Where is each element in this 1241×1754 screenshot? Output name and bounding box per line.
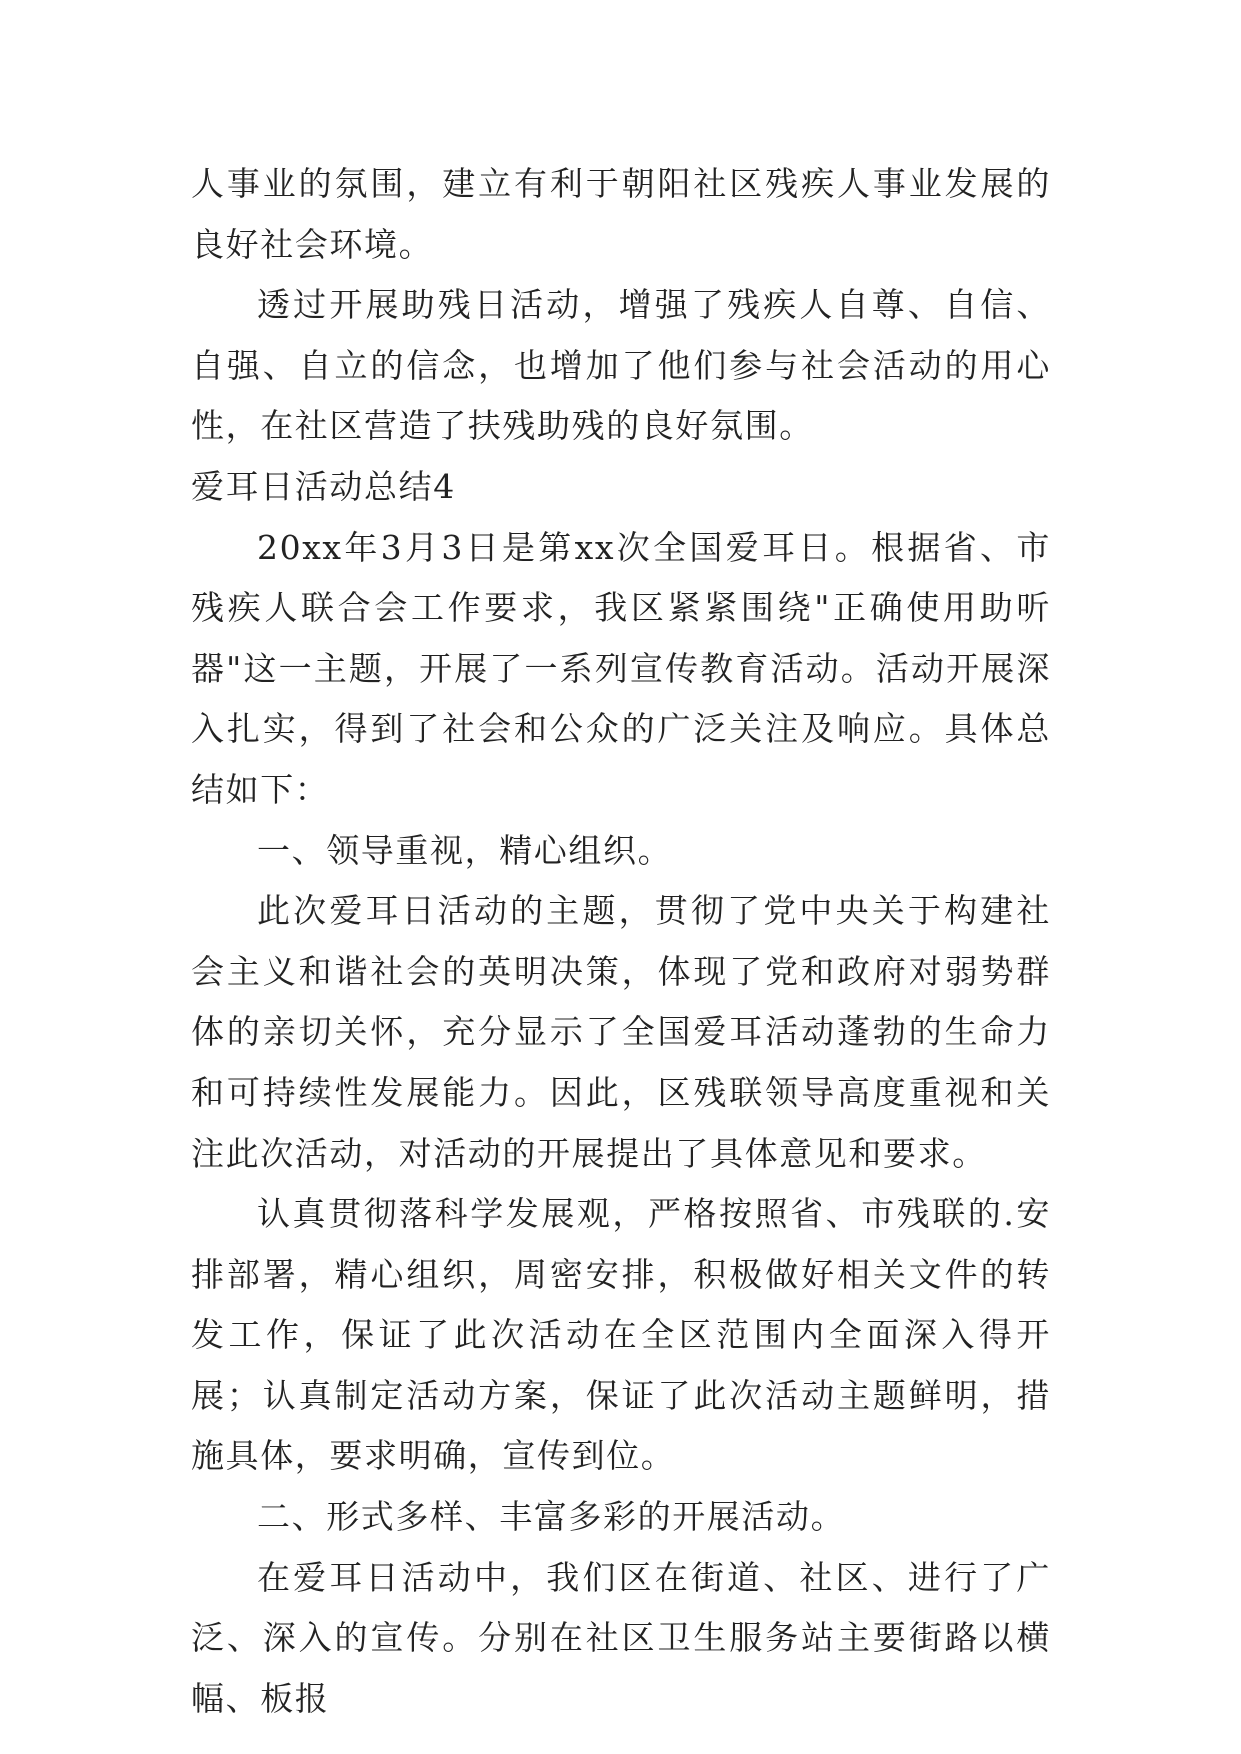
paragraph-ear-day-intro: 20xx年3月3日是第xx次全国爱耳日。根据省、市残疾人联合会工作要求，我区紧紧围绕"正确使用助听器"这一主题，开展了一系列宣传教育活动。活动开展深入扎实，得到了社会和公众的广泛关注及响应。具体总结如下： [191, 527, 1051, 809]
section-title: 爱耳日活动总结4 [191, 466, 456, 506]
paragraph-implementation: 认真贯彻落科学发展观，严格按照省、市残联的.安排部署，精心组织，周密安排，积极做好相关文件的转发工作，保证了此次活动在全区范围内全面深入得开展；认真制定活动方案，保证了此次活动主题鲜明，措施具体，要求明确，宣传到位。 [191, 1194, 1051, 1476]
document-body [191, 154, 1051, 1729]
paragraph-disability-day: 透过开展助残日活动，增强了残疾人自尊、自信、自强、自立的信念，也增加了他们参与社会活动的用心性，在社区营造了扶残助残的良好氛围。 [191, 285, 1051, 446]
paragraph-heading-one: 一、领导重视，精心组织。 [257, 830, 673, 870]
paragraph-heading-two: 二、形式多样、丰富多彩的开展活动。 [257, 1497, 846, 1537]
paragraph-publicity: 在爱耳日活动中，我们区在街道、社区、进行了广泛、深入的宣传。分别在社区卫生服务站主要街路以横幅、板报 [191, 1557, 1051, 1718]
paragraph-theme: 此次爱耳日活动的主题，贯彻了党中央关于构建社会主义和谐社会的英明决策，体现了党和政府对弱势群体的亲切关怀，充分显示了全国爱耳活动蓬勃的生命力和可持续性发展能力。因此，区残联领导高度重视和关注此次活动，对活动的开展提出了具体意见和要求。 [191, 891, 1051, 1173]
paragraph-continuation: 人事业的氛围，建立有利于朝阳社区残疾人事业发展的良好社会环境。 [191, 164, 1051, 264]
